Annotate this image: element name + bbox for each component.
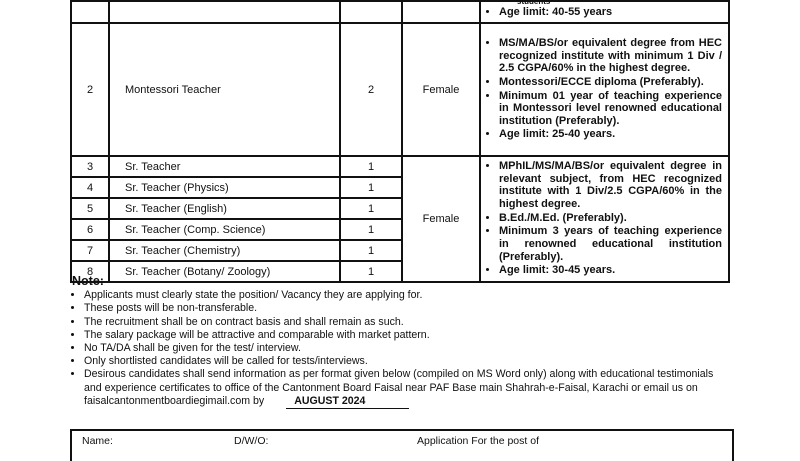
- application-form: [70, 429, 734, 461]
- row-number: [71, 1, 109, 23]
- vacancy-count: 1: [340, 198, 402, 219]
- criteria-item: • Age limit: 25-40 years.: [499, 128, 722, 141]
- note-item: [84, 368, 730, 409]
- row-number: 6: [71, 219, 109, 240]
- criteria-tail-text: students: [517, 0, 551, 7]
- name-label: Name:: [82, 435, 113, 447]
- vacancy-count: 1: [340, 240, 402, 261]
- criteria-cell: [480, 23, 729, 156]
- criteria-item: • MPhIL/MS/MA/BS/or equivalent degree in relevant subject, from HEC recognized institute with 1 Div/2.5 CGPA/60% in the highest degree.: [499, 160, 722, 211]
- criteria-item: • Age limit: 40-55 years: [499, 6, 722, 19]
- post-name: Sr. Teacher (Comp. Science): [109, 219, 340, 240]
- criteria-item: • Montessori/ECCE diploma (Preferably).: [499, 76, 722, 89]
- criteria-item: • Minimum 01 year of teaching experience in Montessori level renowned educational institution (Preferably).: [499, 90, 722, 128]
- row-number: 2: [71, 23, 109, 156]
- post-name: Sr. Teacher: [109, 156, 340, 177]
- post-name: Sr. Teacher (Botany/ Zoology): [109, 261, 340, 282]
- post-name: [109, 1, 340, 23]
- post-name: Sr. Teacher (Chemistry): [109, 240, 340, 261]
- deadline-date: AUGUST 2024: [286, 395, 409, 409]
- criteria-item: • Age limit: 30-45 years.: [499, 264, 722, 277]
- row-number: 5: [71, 198, 109, 219]
- criteria-cell: [480, 1, 729, 23]
- vacancy-count: 2: [340, 23, 402, 156]
- gender: Female: [402, 23, 480, 156]
- vacancy-table: [70, 0, 730, 283]
- criteria-item: • Minimum 3 years of teaching experience in renowned educational institution (Preferably).: [499, 225, 722, 263]
- row-number: 4: [71, 177, 109, 198]
- gender: Female: [402, 156, 480, 282]
- vacancy-count: 1: [340, 156, 402, 177]
- dwo-label: D/W/O:: [234, 435, 269, 447]
- post-name: Sr. Teacher (English): [109, 198, 340, 219]
- submission-instructions: Desirous candidates shall send information as per format given below (compiled on MS Word only) along with educational testimonials and experience certificates to office of the Cantonment Board Faisal near PAF Base main Shahrah-e-Faisal, Karachi or email us on faisalcantonmentboardiegimail.com by: [84, 368, 714, 407]
- vacancy-count: [340, 1, 402, 23]
- gender: [402, 1, 480, 23]
- row-number: 7: [71, 240, 109, 261]
- table-row: [71, 1, 729, 23]
- criteria-item: • B.Ed./M.Ed. (Preferably).: [499, 212, 722, 225]
- vacancy-count: 1: [340, 177, 402, 198]
- table-row: [71, 23, 729, 156]
- vacancy-count: 1: [340, 219, 402, 240]
- table-row: [71, 156, 729, 177]
- notes-section: [70, 275, 730, 409]
- post-name: Montessori Teacher: [109, 23, 340, 156]
- application-label: Application For the post of: [417, 435, 539, 447]
- note-item: • Applicants must clearly state the position/ Vacancy they are applying for.: [84, 289, 730, 302]
- note-item: • Only shortlisted candidates will be called for tests/interviews.: [84, 355, 730, 368]
- notes-list: [70, 289, 730, 409]
- post-name: Sr. Teacher (Physics): [109, 177, 340, 198]
- row-number: 8: [71, 261, 109, 282]
- criteria-cell: [480, 156, 729, 282]
- note-item: • The salary package will be attractive and comparable with market pattern.: [84, 329, 730, 342]
- note-item: • No TA/DA shall be given for the test/ interview.: [84, 342, 730, 355]
- note-item: • These posts will be non-transferable.: [84, 302, 730, 315]
- row-number: 3: [71, 156, 109, 177]
- note-item: • The recruitment shall be on contract basis and shall remain as such.: [84, 316, 730, 329]
- criteria-item: • MS/MA/BS/or equivalent degree from HEC recognized institute with minimum 1 Div / 2.5 CGPA/60% in the highest degree.: [499, 37, 722, 75]
- vacancy-count: 1: [340, 261, 402, 282]
- notes-title: Note:: [72, 274, 104, 288]
